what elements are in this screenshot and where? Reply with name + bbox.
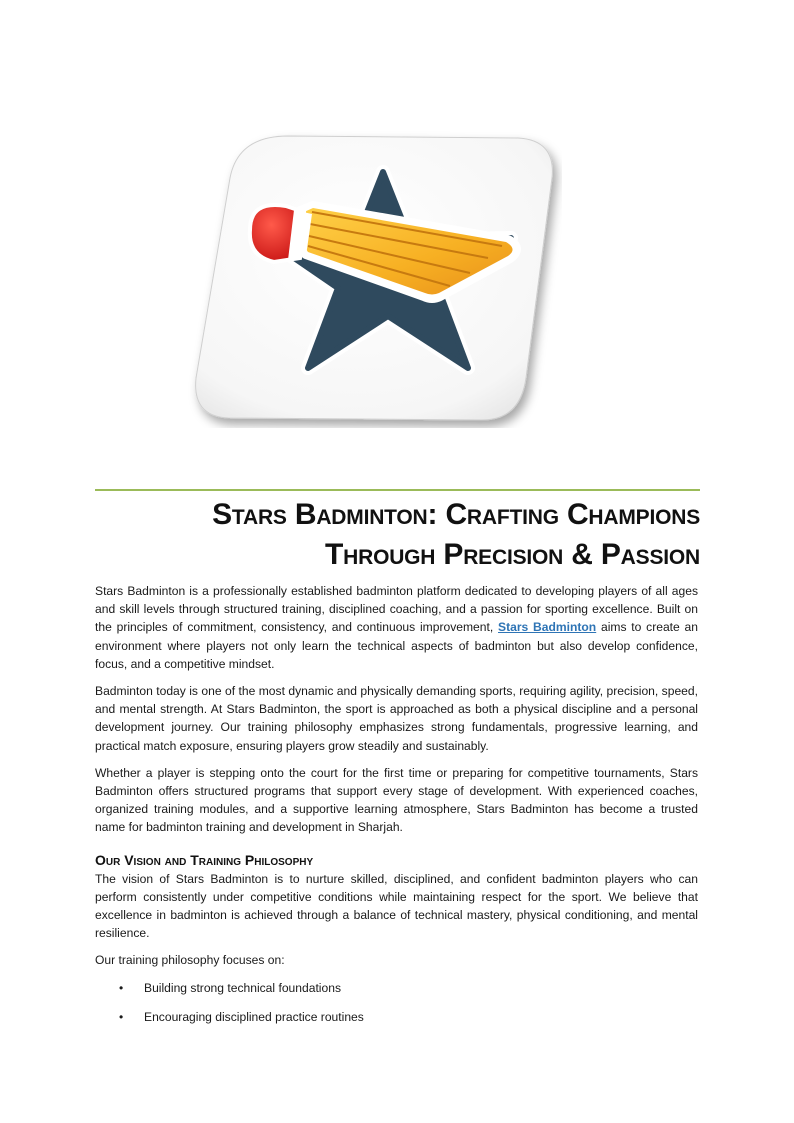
intro-text-before: Stars Badminton is a professionally established badminton platform dedicated to developing players of all ages and skill levels through structured training, disciplined coaching, and a passion for sporting excellence. Built on the principles of commitment, consistency, and continuous improvement, [95, 584, 698, 635]
list-item-text: Building strong technical foundations [144, 980, 341, 995]
document-title [95, 495, 700, 575]
philosophy-intro: Our training philosophy focuses on: [95, 953, 285, 968]
bullet-icon: • [119, 1009, 124, 1024]
bullet-icon: • [119, 980, 124, 995]
list-item-text: Encouraging disciplined practice routines [144, 1009, 364, 1024]
document-body [95, 582, 698, 1037]
philosophy-list [95, 979, 698, 1026]
intro-paragraph [95, 582, 698, 673]
title-divider [95, 489, 700, 491]
document-title-line-1: Stars Badminton: Crafting Champions [212, 498, 700, 531]
list-item [95, 1008, 698, 1026]
body-paragraph-3: Whether a player is stepping onto the court for the first time or preparing for competitive tournaments, Stars Badminton offers structured programs that support every stage of development. With experienced coaches, organized training modules, and a supportive learning atmosphere, Stars Badminton has become a trusted name for badminton training and development in Sharjah. [95, 765, 698, 835]
stars-badminton-link[interactable]: Stars Badminton [498, 620, 597, 635]
star-shuttlecock-logo-icon [188, 128, 562, 428]
vision-paragraph: The vision of Stars Badminton is to nurture skilled, disciplined, and confident badminton players who can perform consistently under competitive conditions while maintaining respect for the sport. We believe that excellence in badminton is achieved through a balance of technical mastery, physical conditioning, and mental resilience. [95, 871, 698, 941]
document-title-line-2: Through Precision & Passion [325, 538, 700, 571]
body-paragraph-2: Badminton today is one of the most dynamic and physically demanding sports, requiring agility, precision, speed, and mental strength. At Stars Badminton, the sport is approached as both a physical discipline and a personal development journey. Our training philosophy emphasizes strong fundamentals, progressive learning, and practical match exposure, ensuring players grow steadily and sustainably. [95, 684, 698, 753]
intro-text-after: aims to create an environment where players not only learn the technical aspects of badminton but also develop confidence, focus, and a competitive mindset. [95, 620, 699, 671]
section-heading-vision: Our Vision and Training Philosophy [95, 851, 314, 868]
list-item [95, 979, 698, 997]
